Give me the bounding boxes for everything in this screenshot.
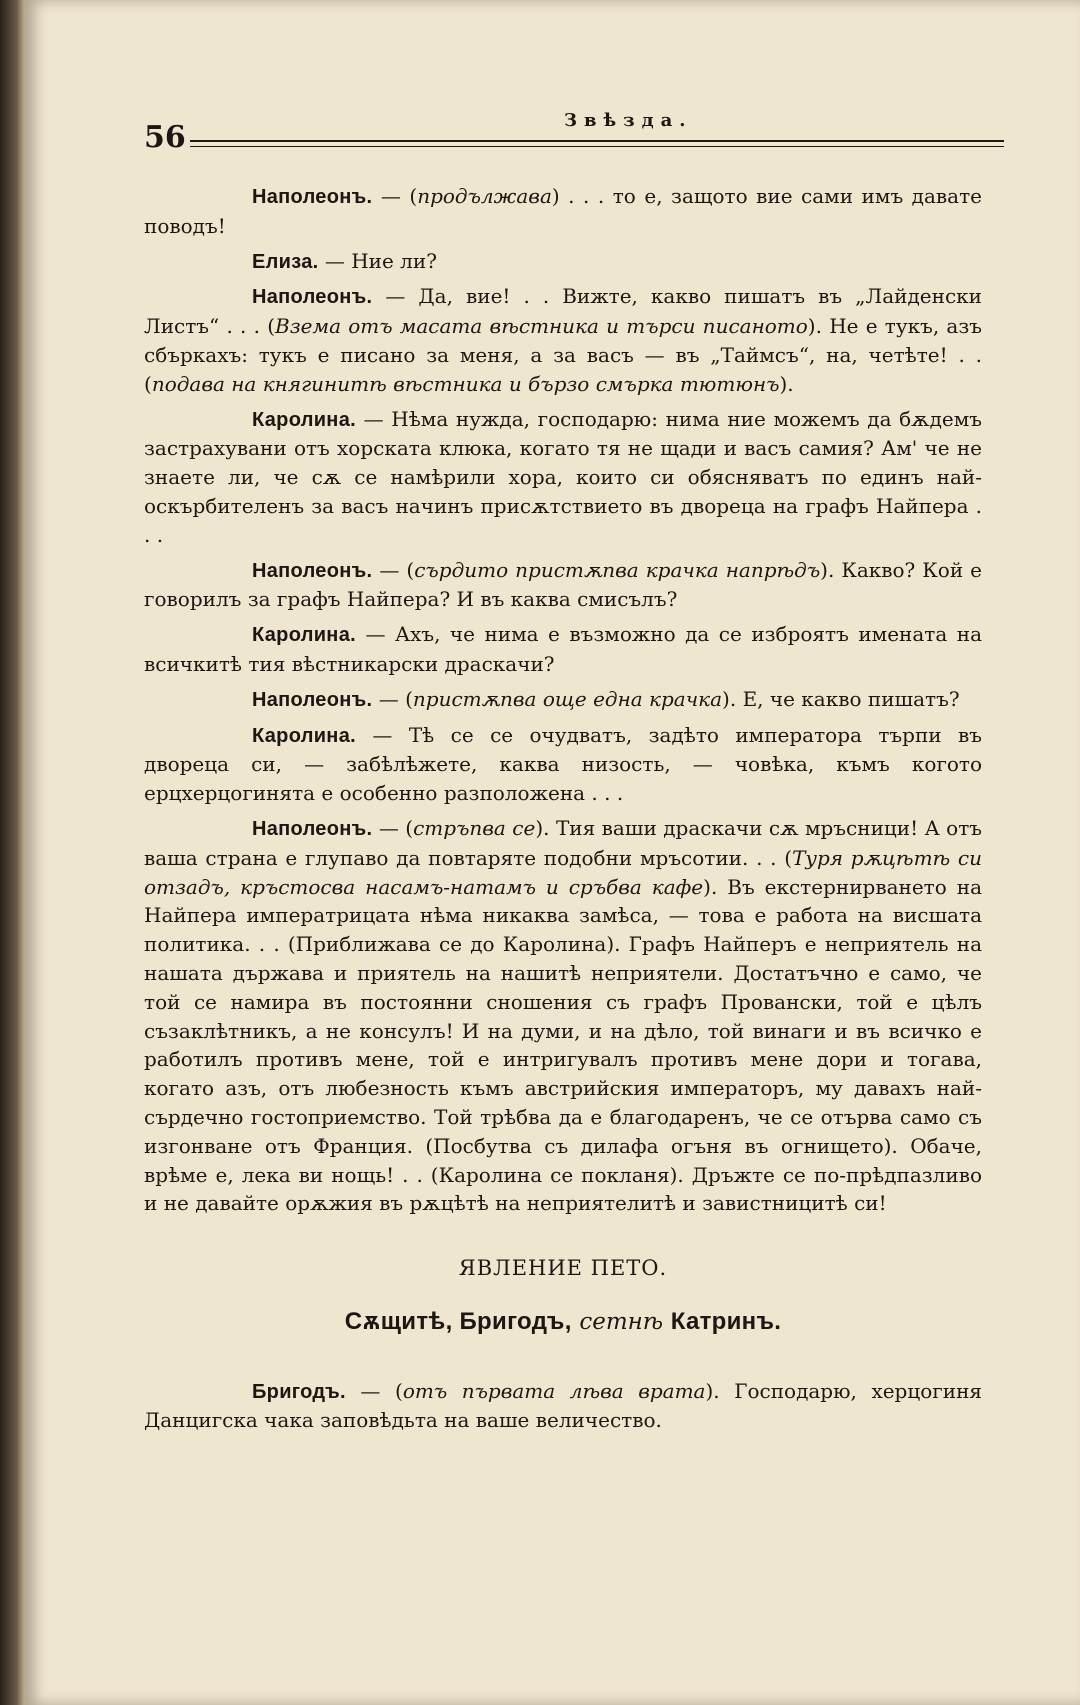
book-spine <box>0 0 24 1705</box>
speech-text: ( <box>395 1378 403 1403</box>
stage-direction: отъ първата лѣва врата <box>402 1378 706 1403</box>
page-number: 56 <box>144 120 186 155</box>
speaker-name: Наполеонъ. <box>252 286 373 309</box>
stage-direction: Туря рѫцѣтѣ си отзадъ, кръстосва насамъ-натамъ и сръбва кафе <box>144 845 982 899</box>
header-rule-thin <box>190 146 1004 147</box>
speaker-name: Каролина. <box>252 408 356 431</box>
speech-text: ). <box>779 371 794 396</box>
speaker-name: Наполеонъ. <box>252 817 373 840</box>
speech-text: Ние ли? <box>351 248 437 273</box>
speech-text: ). Въ екстернирването на Найпера императрицата нѣма никаква замѣса, — това е работа на висшата политика. . . (Приближава се до Каролина). Графъ Найперъ е неприятель на нашата държава и приятель на нашитѣ неприятели. Достатъчно е само, че той се намира въ постоянни сношения съ графъ Провански, той е цѣлъ съзаклѣтникъ, а не консулъ! И на думи, и на дѣло, той винаги и въ всичко е работилъ противъ мене, той е интригувалъ противъ мене дори и тогава, когато азъ, отъ любезность къмъ австрийския императоръ, му давахъ най-сърдечно гостоприемство. Той трѣбва да е благодаренъ, че се отърва само съ изгонване отъ Франция. (Посбутва съ дилафа огъня въ огнището). Обаче, врѣме е, лека ви нощь! . . (Каролина се покланя). Дръжте се по-прѣдпазливо и не давайте орѫжия въ рѫцѣтѣ на неприятелитѣ и завистницитѣ си! <box>144 874 982 1216</box>
scene-title: ЯВЛЕНИЕ ПЕТО. <box>458 1256 668 1281</box>
speech-text: Нѣма нужда, господарю: нима ние можемъ да бѫдемъ застрахувани отъ хорската клюка, когато тя не щади и васъ самия? Ам' че не знаете ли, че сѫ се намѣрили хора, които си обясняватъ по единъ най-оскърбителенъ за васъ начинъ присѫтствието въ двореца на графъ Найпера . . . <box>144 406 983 547</box>
dialogue-paragraph <box>144 685 982 715</box>
speaker-name: Бригодъ. <box>252 1380 346 1403</box>
speaker-name: Елиза. <box>252 250 319 273</box>
dash: — <box>372 284 419 309</box>
dialogue-paragraph <box>144 1377 982 1436</box>
speaker-name: Каролина. <box>252 724 356 747</box>
cast-direction: сетнѣ <box>579 1308 664 1335</box>
speaker-name: Наполеонъ. <box>252 559 373 582</box>
speaker-name: Наполеонъ. <box>252 186 373 208</box>
speech-text: ) . . . то е, защото вие сами имъ давате поводъ! <box>144 184 982 238</box>
scene-cast <box>144 1307 982 1337</box>
dash: — <box>372 686 406 711</box>
header-rule <box>190 140 1004 142</box>
speech-text: ( <box>405 815 414 840</box>
stage-direction: продължава <box>417 184 552 208</box>
speech-text: ( <box>405 686 413 711</box>
speech-text: ). Не е тукъ, азъ сбъркахъ: тукъ е писано за меня, а за васъ — въ „Таймсъ“, на, четѣте! . . ( <box>144 314 982 396</box>
dialogue-paragraph <box>144 182 982 241</box>
dash: — <box>372 184 410 208</box>
page-body <box>144 182 982 1441</box>
speech-text: ). Тия ваши драскачи сѫ мръсници! А отъ ваша страна е глупаво да повтаряте подобни мръсотии. . . ( <box>144 815 982 870</box>
running-title: Звѣзда. <box>564 110 693 131</box>
speech-text: ). Какво? Кой е говорилъ за графъ Найпера? И въ каква смисълъ? <box>144 557 982 612</box>
dialogue-paragraph <box>144 405 982 550</box>
stage-direction: пристѫпва още една крачка <box>412 686 723 711</box>
dash: — <box>355 406 392 431</box>
dash: — <box>355 622 395 647</box>
speech-text: ). Господарю, херцогиня Данцигска чака заповѣдьта на ваше величество. <box>144 1378 983 1433</box>
dialogue-paragraph <box>144 247 982 277</box>
speech-text: Да, вие! . . Вижте, какво пишатъ въ „Лайденски Листъ“ . . . ( <box>144 284 982 339</box>
cast-name-last: Катринъ. <box>670 1307 782 1335</box>
speech-text: ( <box>409 184 418 208</box>
speech-text: Тѣ се се очудватъ, задѣто императора търпи въ двореца си, — забѣлѣжете, каква низость, — човѣка, къмъ когото ерцхерцогинята е особенно разположена . . . <box>144 722 983 806</box>
speaker-name: Наполеонъ. <box>252 688 373 711</box>
dash: — <box>372 557 407 582</box>
dash: — <box>372 815 406 840</box>
speech-text: ). Е, че какво пишатъ? <box>722 686 960 711</box>
speaker-name: Каролина. <box>252 624 356 647</box>
dialogue-paragraph <box>144 814 982 1218</box>
dialogue-paragraph <box>144 282 982 398</box>
dialogue-paragraph <box>144 620 982 679</box>
page-header <box>144 108 1004 158</box>
stage-direction: Взема отъ масата вѣстника и търси писаното <box>275 314 808 339</box>
stage-direction: сърдито пристѫпва крачка напрѣдъ <box>414 557 821 582</box>
dash: — <box>318 248 352 273</box>
speech-text: Ахъ, че нима е възможно да се изброятъ имената на всичкитѣ тия вѣстникарски драскачи? <box>144 622 983 676</box>
stage-direction: подава на княгинитѣ вѣстника и бързо смърка тютюнъ <box>151 371 780 396</box>
stage-direction: стръпва се <box>413 815 536 840</box>
dialogue-paragraph <box>144 556 982 615</box>
cast-names: Сѫщитѣ, Бригодъ, <box>344 1307 572 1335</box>
dash: — <box>345 1378 395 1403</box>
dash: — <box>355 722 409 747</box>
speech-text: ( <box>406 557 415 582</box>
dialogue-paragraph <box>144 721 982 808</box>
